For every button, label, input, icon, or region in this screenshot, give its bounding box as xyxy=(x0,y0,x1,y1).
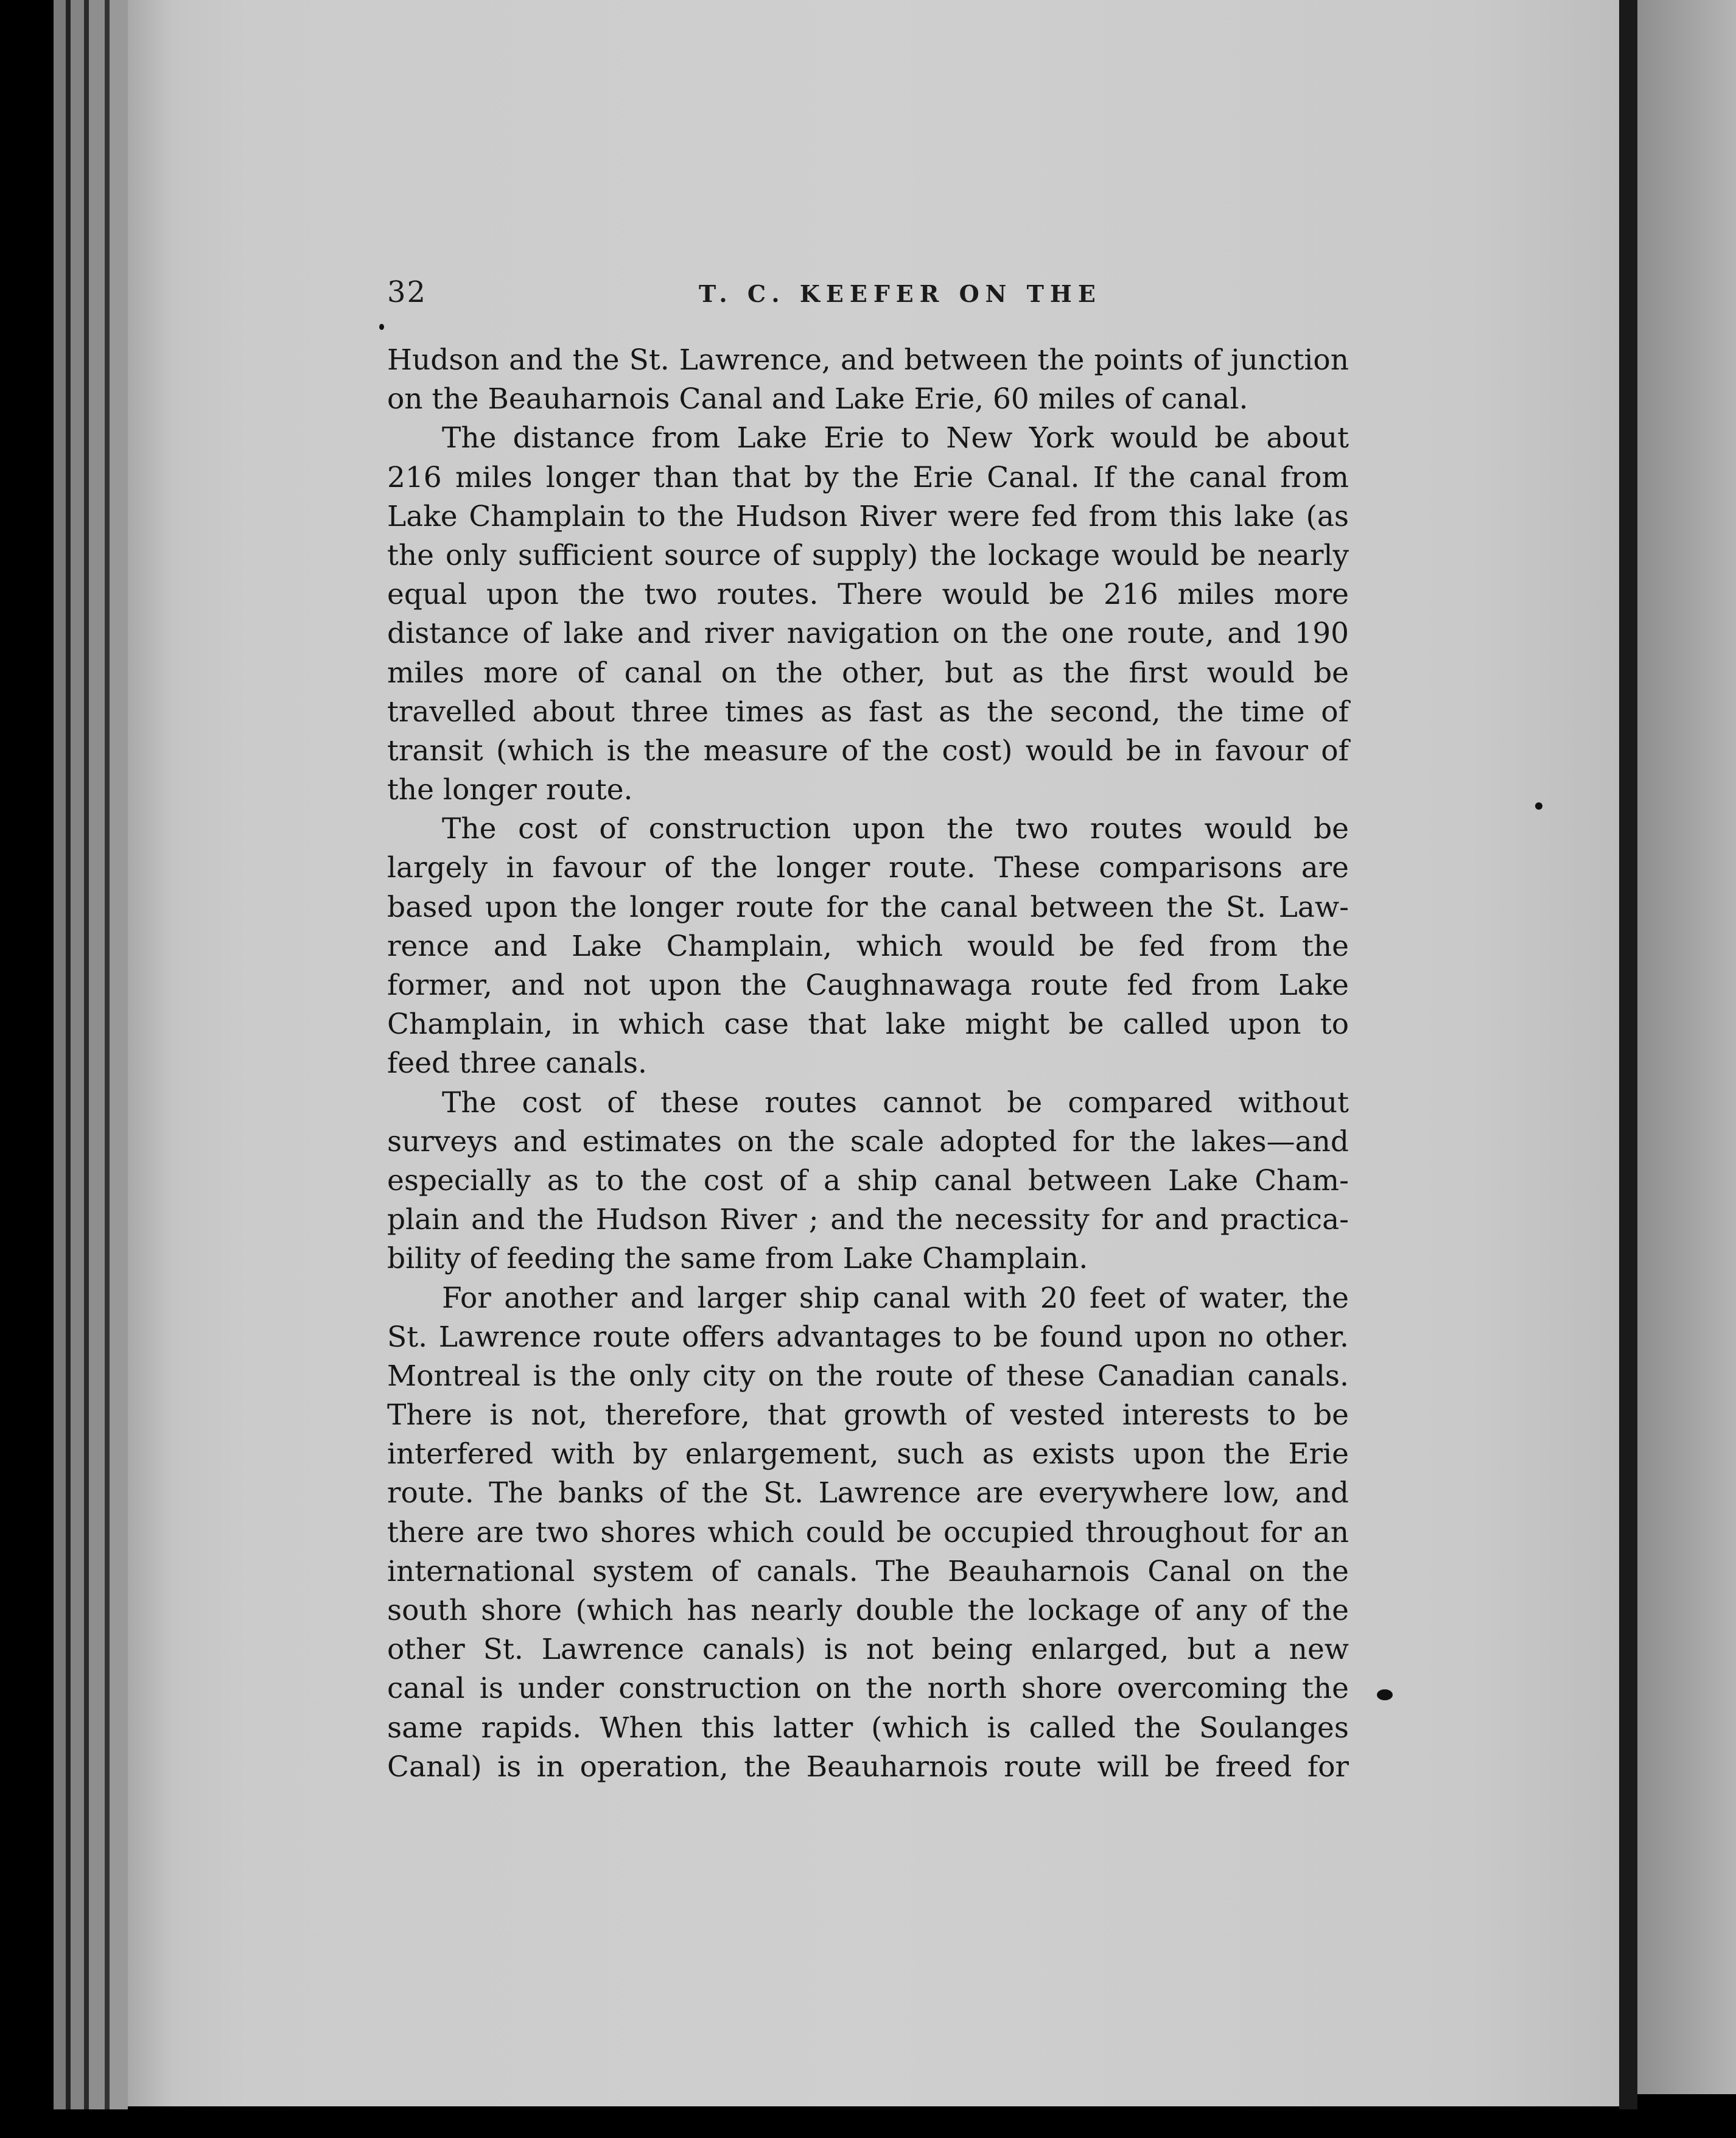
ink-speck xyxy=(1535,802,1542,810)
text-line: travelled about three times as fast as the second, the time of xyxy=(387,695,1349,729)
gutter-shadow xyxy=(1619,0,1637,2112)
text-line: 216 miles longer than that by the Erie Canal. If the canal from xyxy=(387,460,1349,494)
text-line: bility of feeding the same from Lake Champlain. xyxy=(387,1242,1088,1276)
text-line: plain and the Hudson River ; and the necessity for and practica- xyxy=(387,1203,1349,1237)
text-line: The distance from Lake Erie to New York would be about xyxy=(442,421,1349,455)
text-line: The cost of these routes cannot be compared without xyxy=(442,1085,1349,1120)
text-line: Lake Champlain to the Hudson River were fed from this lake (as xyxy=(387,499,1349,533)
text-line: Montreal is the only city on the route of these Canadian canals. xyxy=(387,1359,1349,1393)
text-line: For another and larger ship canal with 20 feet of water, the xyxy=(442,1281,1349,1315)
book-edge-strip xyxy=(71,0,84,2112)
book-edge-strip xyxy=(0,0,54,2112)
text-line: The cost of construction upon the two routes would be xyxy=(442,812,1349,846)
text-line: there are two shores which could be occupied throughout for an xyxy=(387,1515,1349,1549)
text-line: the longer route. xyxy=(387,773,633,807)
book-edge-strip xyxy=(54,0,66,2112)
text-line: interfered with by enlargement, such as exists upon the Erie xyxy=(387,1437,1349,1471)
text-line: surveys and estimates on the scale adopted for the lakes—and xyxy=(387,1124,1349,1158)
text-line: south shore (which has nearly double the lockage of any of the xyxy=(387,1594,1349,1627)
text-line: on the Beauharnois Canal and Lake Erie, 60 miles of canal. xyxy=(387,382,1248,416)
text-line: largely in favour of the longer route. These comparisons are xyxy=(387,851,1349,885)
book-edge-strip xyxy=(89,0,105,2112)
book-edge-strip xyxy=(105,0,110,2112)
book-edge-strip xyxy=(84,0,89,2112)
text-line: transit (which is the measure of the cost) would be in favour of xyxy=(387,734,1349,768)
text-line: international system of canals. The Beauharnois Canal on the xyxy=(387,1554,1349,1588)
text-line: Canal) is in operation, the Beauharnois route will be freed for xyxy=(387,1750,1349,1784)
text-line: route. The banks of the St. Lawrence are everywhere low, and xyxy=(387,1476,1349,1510)
book-edge-strip xyxy=(66,0,71,2112)
text-line: miles more of canal on the other, but as the first would be xyxy=(387,656,1349,690)
body-text xyxy=(387,341,1349,1787)
text-line: Champlain, in which case that lake might be called upon to xyxy=(387,1008,1349,1042)
text-line: especially as to the cost of a ship canal between Lake Cham- xyxy=(387,1163,1349,1197)
text-line: same rapids. When this latter (which is called the Soulanges xyxy=(387,1711,1349,1745)
text-line: canal is under construction on the north shore overcoming the xyxy=(387,1672,1349,1706)
text-line: equal upon the two routes. There would be 216 miles more xyxy=(387,578,1349,612)
running-head xyxy=(387,275,1373,312)
text-line: based upon the longer route for the canal between the St. Law- xyxy=(387,890,1349,924)
page-number: 32 xyxy=(387,275,427,309)
scan-bottom-border xyxy=(0,2109,1736,2138)
text-line: rence and Lake Champlain, which would be fed from the xyxy=(387,929,1349,963)
text-line: former, and not upon the Caughnawaga route fed from Lake xyxy=(387,969,1349,1002)
ink-speck xyxy=(379,324,384,330)
text-line: other St. Lawrence canals) is not being enlarged, but a new xyxy=(387,1633,1349,1667)
ink-speck xyxy=(1377,1689,1393,1700)
text-line: the only sufficient source of supply) the lockage would be nearly xyxy=(387,538,1349,572)
text-line: There is not, therefore, that growth of vested interests to be xyxy=(387,1398,1349,1432)
book-edge-strip xyxy=(110,0,128,2112)
text-line: Hudson and the St. Lawrence, and between the points of junction xyxy=(387,343,1349,377)
facing-page-edge xyxy=(1637,0,1736,2094)
text-line: St. Lawrence route offers advantages to be found upon no other. xyxy=(387,1320,1349,1354)
text-line: feed three canals. xyxy=(387,1046,647,1081)
running-title: T. C. KEEFER ON THE xyxy=(699,280,1102,307)
text-line: distance of lake and river navigation on the one route, and 190 xyxy=(387,617,1349,651)
